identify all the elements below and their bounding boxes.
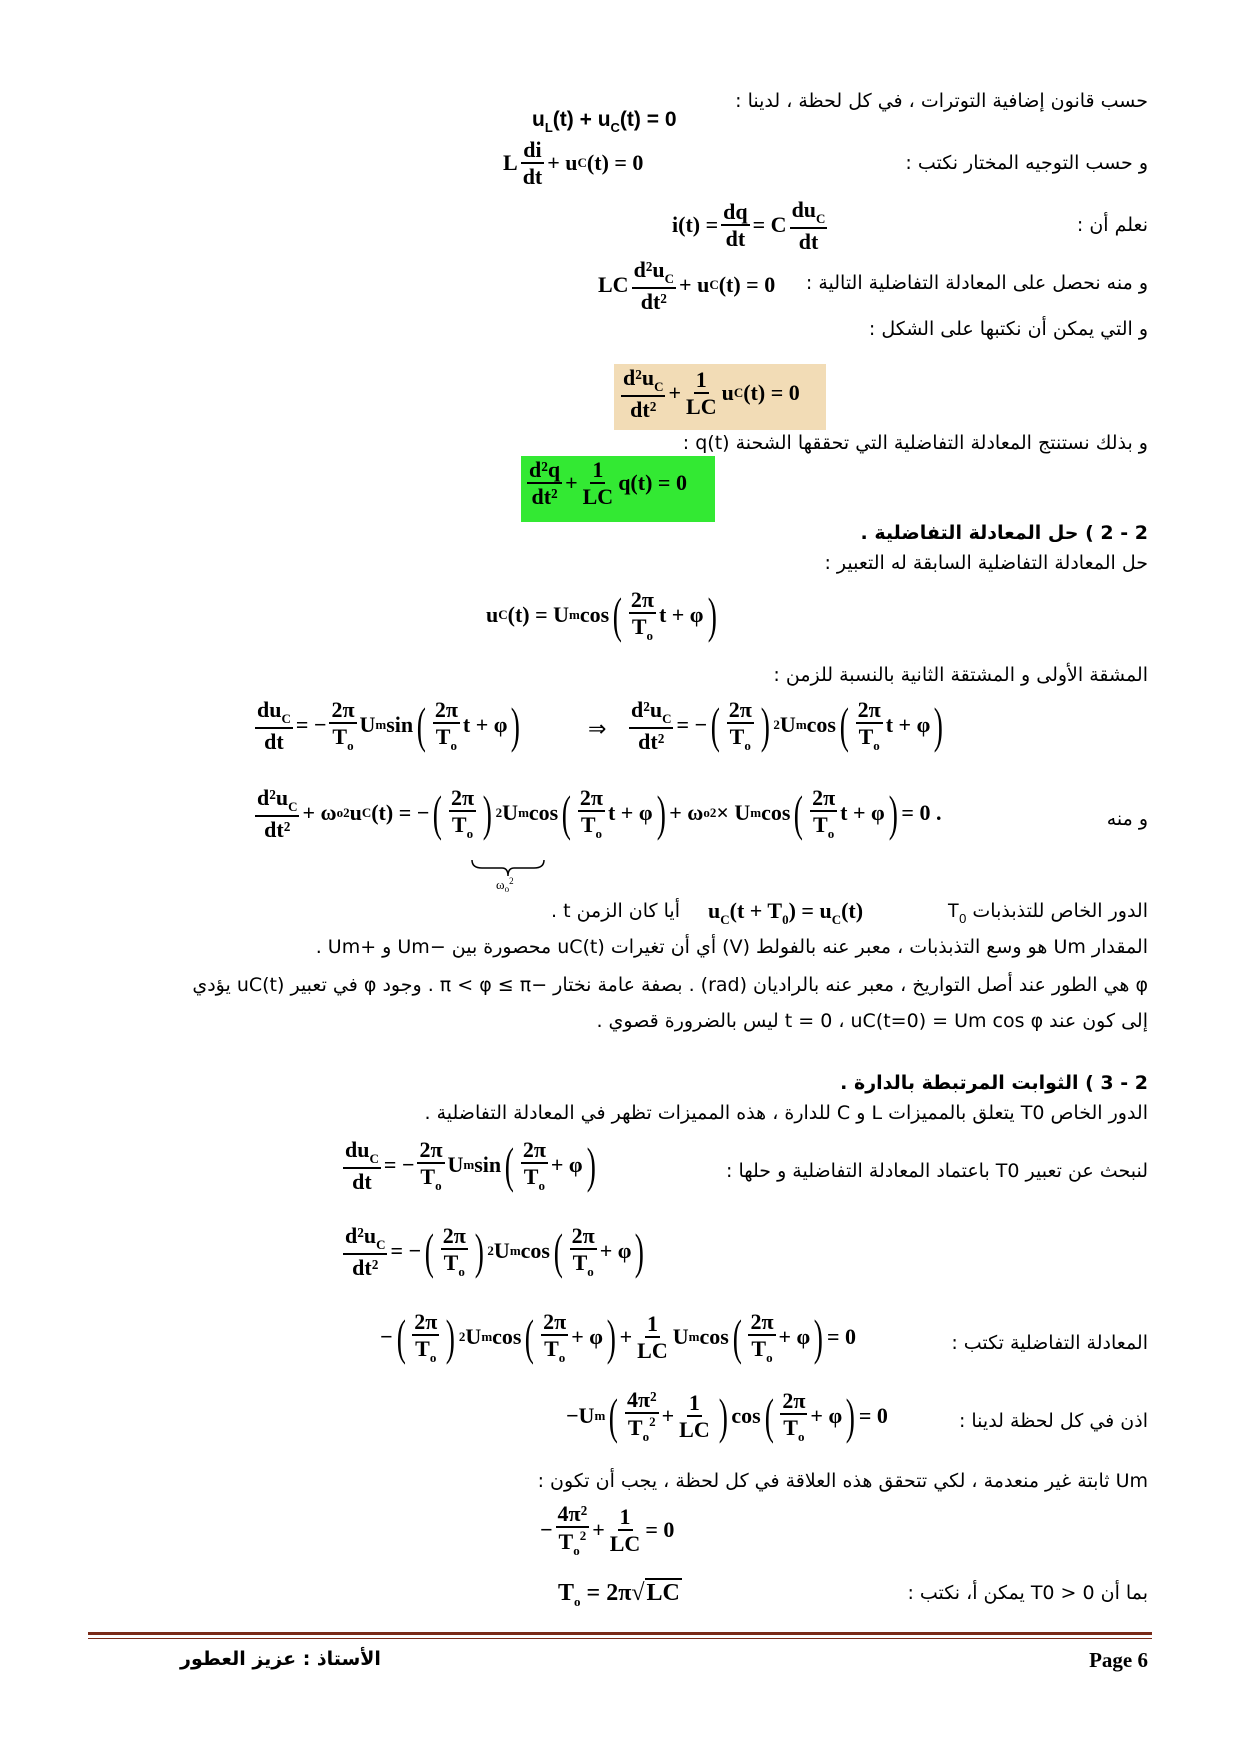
equation-first-derivative-2: $\frac{du_C}{dt}$ = − $\frac{2\pi}{T_o}$ U m sin ( $\frac{2\pi}{T_o}$ + φ ) bbox=[345, 1137, 596, 1194]
text-we-know: نعلم أن : bbox=[1076, 214, 1148, 236]
equation-first-derivative: $\frac{du_C}{dt}$ = − $\frac{2\pi}{T_o}$ U m sin ( $\frac{2\pi}{T_o}$ t + φ ) bbox=[257, 697, 521, 754]
text-equation-written: المعادلة التفاضلية تكتب : bbox=[951, 1332, 1148, 1354]
equation-condition: − $\frac{\text{4π²}}{T_o^2}$ + $\frac{1}{LC}$ = 0 bbox=[540, 1501, 675, 1559]
text-find-period: لنبحث عن تعبير T0 باعتماد المعادلة التفاضلية و حلها : bbox=[726, 1160, 1148, 1182]
footer-rule-thin bbox=[88, 1638, 1152, 1639]
text-any-time: أيا كان الزمن t . bbox=[550, 900, 680, 922]
equation-combined: $\frac{d^2u_C}{\text{dt²}}$ + ω o 2 u C (t) = − ( $\frac{2\pi}{T_o}$ ) 2 U m cos ( $\frac{2\pi}{T_o}$ t + φ ) + ω o 2 × U m cos ( $\frac{2\pi}{T_o}$ t + φ ) = 0 . bbox=[257, 785, 942, 842]
text-solution-expression: حل المعادلة التفاضلية السابقة له التعبير : bbox=[824, 552, 1148, 574]
equation-thomson: $T_o = 2\pi√LC$ bbox=[558, 1580, 680, 1609]
equation-kirchhoff: $u_L(t) + u_C(t) = 0$ bbox=[532, 108, 677, 135]
text-can-write: و التي يمكن أن نكتبها على الشكل : bbox=[868, 318, 1148, 340]
text-we-get: و منه نحصل على المعادلة التفاضلية التالية : bbox=[805, 272, 1148, 294]
text-phase-cont: إلى كون عند t = 0 ، uC(t=0) = Um cos φ ليس بالضرورة قصوي . bbox=[596, 1010, 1148, 1032]
text-derivatives: المشقة الأولى و المشتقة الثانية بالنسبة للزمن : bbox=[773, 664, 1148, 686]
text-orientation: و حسب التوجيه المختار نكتب : bbox=[905, 152, 1148, 174]
text-um-nonzero: Um ثابتة غير منعدمة ، لكي تتحقق هذه العلاقة في كل لحظة ، يجب أن تكون : bbox=[537, 1470, 1148, 1492]
equation-uc-normalized: $\frac{d^2u_C}{\text{dt²}}$ + $\frac{1}{LC}$ u C (t) = 0 bbox=[623, 365, 800, 422]
equation-l-di-dt: L $\frac{di}{dt}$ + u C (t) = 0 bbox=[503, 137, 644, 190]
text-at-every-instant: اذن في كل لحظة لدينا : bbox=[958, 1410, 1148, 1432]
equation-second-derivative-2: $\frac{d^2u_C}{\text{dt²}}$ = − ( $\frac{2\pi}{T_o}$ ) 2 U m cos ( $\frac{2\pi}{T_o}$ + φ ) bbox=[345, 1223, 645, 1280]
equation-periodicity: $u_C(t + T_0) = u_C(t)$ bbox=[708, 898, 864, 927]
equation-lc-d2uc: LC $\frac{d^2u_C}{\text{dt²}}$ + u C (t) = 0 bbox=[598, 257, 776, 314]
text-and-thus: و منه bbox=[1106, 808, 1148, 830]
footer-rule-thick bbox=[88, 1632, 1152, 1635]
omega-label: $\omega_o^2$ bbox=[496, 876, 514, 894]
section-heading-2-3: 2 - 3 ) الثوابت المرتبطة بالدارة . bbox=[840, 1072, 1148, 1094]
equation-current: i(t) = $\frac{dq}{dt}$ = C $\frac{du_C}{dt}$ bbox=[672, 197, 826, 254]
text-charge-equation: و بذلك نستنتج المعادلة التفاضلية التي تحققها الشحنة q(t) : bbox=[682, 432, 1148, 454]
equation-q-normalized: $\frac{\text{d²q}}{\text{dt²}}$ + $\frac{1}{LC}$ q(t) = 0 bbox=[529, 457, 687, 510]
text-period-label: الدور الخاص للتذبذبات $T_0$ bbox=[947, 900, 1148, 926]
text-period-depends: الدور الخاص T0 يتعلق بالمميزات L و C للدارة ، هذه المميزات تظهر في المعادلة التفاضلية . bbox=[424, 1102, 1148, 1124]
equation-second-derivative: $\frac{d^2u_C}{\text{dt²}}$ = − ( $\frac{2\pi}{T_o}$ ) 2 U m cos ( $\frac{2\pi}{T_o}$ t + φ ) bbox=[631, 697, 944, 754]
text-amplitude: المقدار Um هو وسع التذبذبات ، معبر عنه بالفولط (V) أي أن تغيرات uC(t) محصورة بين −Um و +Um . bbox=[315, 936, 1148, 958]
equation-uc-solution: u C (t) = U m cos ( $\frac{2\pi}{T_o}$ t + φ ) bbox=[486, 587, 717, 644]
text-since-t0-positive: بما أن T0 > 0 يمكن أ، نكتب : bbox=[907, 1582, 1148, 1604]
equation-substituted: − ( $\frac{2\pi}{T_o}$ ) 2 U m cos ( $\frac{2\pi}{T_o}$ + φ ) + $\frac{1}{LC}$ U m cos ( $\frac{2\pi}{T_o}$ + φ ) = 0 bbox=[380, 1309, 856, 1366]
author-name: الأستاذ : عزيز العطور bbox=[180, 1648, 381, 1670]
section-heading-2-2: 2 - 2 ) حل المعادلة التفاضلية . bbox=[860, 522, 1148, 544]
equation-factored: −U m ( $\frac{\text{4π²}}{T_o^2}$ + $\frac{1}{LC}$ ) cos ( $\frac{2\pi}{T_o}$ + φ ) = 0 bbox=[566, 1387, 888, 1445]
text-phase: φ هي الطور عند أصل التواريخ ، معبر عنه بالراديان (rad) . بصفة عامة نختار −π < φ ≤ π . وجود φ في تعبير uC(t) يؤدي bbox=[192, 974, 1148, 996]
implies-arrow: ⇒ bbox=[588, 716, 607, 741]
page-number: Page 6 bbox=[1089, 1648, 1148, 1672]
text-additivity-law: حسب قانون إضافية التوترات ، في كل لحظة ، لدينا : bbox=[735, 90, 1148, 112]
